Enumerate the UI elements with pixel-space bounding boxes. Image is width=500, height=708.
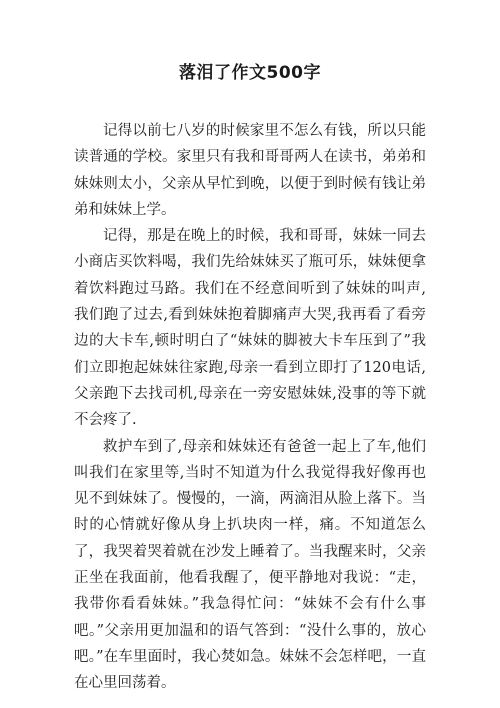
paragraph-3: 救护车到了,母亲和妹妹还有爸爸一起上了车,他们叫我们在家里等,当时不知道为什么我觉得我好像再也见不到妹妹了。慢慢的，一滴，两滴泪从脸上落下。当时的心情就好像从身上扒块肉一样，痛。不知道怎么了，我哭着哭着就在沙发上睡着了。当我醒来时，父亲正坐在我面前，他看我醒了，便平静地对我说：“走，我带你看看妹妹。”我急得忙问：“妹妹不会有什么事吧。”父亲用更加温和的语气答到：“没什么事的，放心吧。”在车里面时，我心焚如急。妹妹不会怎样吧，一直在心里回荡着。 bbox=[74, 438, 426, 692]
paragraph-1: 记得以前七八岁的时候家里不怎么有钱，所以只能读普通的学校。家里只有我和哥哥两人在读书，弟弟和妹妹则太小，父亲从早忙到晚，以便于到时候有钱让弟弟和妹妹上学。 bbox=[74, 123, 426, 218]
document-title: 落泪了作文500字 bbox=[179, 63, 321, 83]
document-body bbox=[74, 118, 426, 697]
paragraph-2: 记得，那是在晚上的时候，我和哥哥，妹妹一同去小商店买饮料喝，我们先给妹妹买了瓶可乐，妹妹便拿着饮料跑过马路。我们在不经意间听到了妹妹的叫声,我们跑了过去,看到妹妹抱着脚痛声大哭,我再看了看旁边的大卡车,顿时明白了“妹妹的脚被大卡车压到了”我们立即抱起妹妹往家跑,母亲一看到立即打了120电话,父亲跑下去找司机,母亲在一旁安慰妹妹,没事的等下就不会疼了. bbox=[74, 228, 426, 429]
